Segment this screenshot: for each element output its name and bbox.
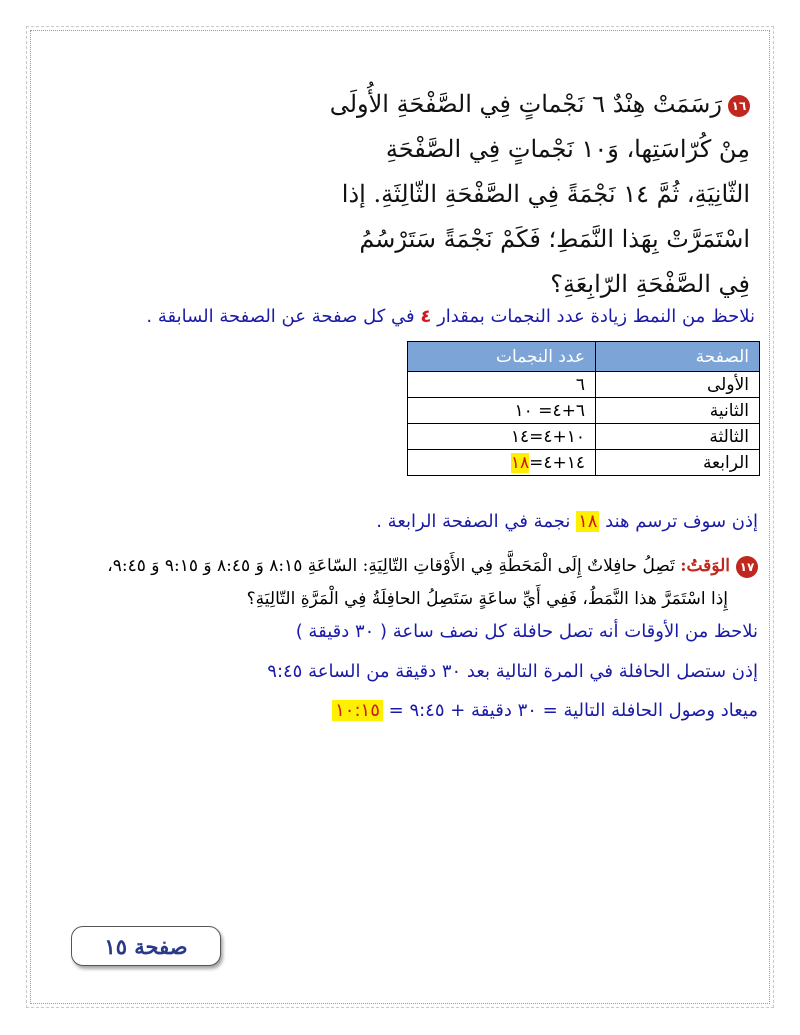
problem-number-badge: ١٧ (736, 556, 758, 578)
table-cell: الرابعة (596, 450, 760, 476)
problem-17-line-2: إِذا اسْتَمَرَّ هذا النَّمَطُ، فَفِي أَيِّ ساعَةٍ سَتَصِلُ الحافِلَةُ فِي الْمَرَّةِ التّالِيَةِ؟ (246, 589, 728, 609)
table-cell: ١٠+٤=١٤ (408, 424, 596, 450)
solution-17-line-2: إذن ستصل الحافلة في المرة التالية بعد ٣٠ دقيقة من الساعة ٩:٤٥ (267, 661, 758, 682)
table-cell: ٦+٤= ١٠ (408, 398, 596, 424)
problem-number-badge: ١٦ (728, 95, 750, 117)
table-cell: ٦ (408, 372, 596, 398)
note-text-after: في كل صفحة عن الصفحة السابقة . (146, 306, 415, 327)
note-text-before: نلاحظ من النمط زيادة عدد النجمات بمقدار (437, 306, 755, 327)
solution-formula: ميعاد وصول الحافلة التالية = ٣٠ دقيقة + ٩:٤٥ = (388, 700, 758, 721)
table-row (408, 372, 760, 398)
solution-answer: ١٠:١٥ (332, 700, 383, 721)
problem-17 (38, 550, 758, 616)
problem-16-text: رَسَمَتْ هِنْدٌ ٦ نَجْماتٍ فِي الصَّفْحَةِ الأُولَى (329, 90, 722, 118)
page-number-badge: صفحة ١٥ (71, 926, 221, 966)
table-cell: الثالثة (596, 424, 760, 450)
last-row-expr: ١٤+٤= (529, 452, 585, 473)
problem-17-label: الوَقتُ: (680, 556, 730, 576)
conclusion-text-after: نجمة في الصفحة الرابعة . (376, 511, 571, 532)
conclusion-value: ١٨ (578, 511, 598, 532)
table-row (408, 450, 760, 476)
stars-table (407, 341, 760, 476)
conclusion-16 (376, 511, 758, 532)
note-increment-value: ٤ (420, 306, 432, 327)
table-row (408, 424, 760, 450)
table-header-row (408, 342, 760, 372)
header-stars: عدد النجمات (408, 342, 596, 372)
problem-16-line-2: مِنْ كُرّاسَتِها، وَ١٠ نَجْماتٍ فِي الصَّفْحَةِ (385, 135, 750, 163)
table-cell: الأولى (596, 372, 760, 398)
header-page: الصفحة (596, 342, 760, 372)
conclusion-text-before: إذن سوف ترسم هند (605, 511, 758, 532)
table-cell (408, 450, 596, 476)
problem-17-line-1 (38, 550, 758, 583)
problem-16 (329, 82, 750, 307)
table-cell: الثانية (596, 398, 760, 424)
note-pattern (146, 306, 755, 327)
last-row-result: ١٨ (510, 452, 530, 473)
solution-17-line-1: نلاحظ من الأوقات أنه تصل حافلة كل نصف ساعة ( ٣٠ دقيقة ) (295, 621, 758, 642)
table-row (408, 398, 760, 424)
problem-17-text: تَصِلُ حافِلاتٌ إِلَى الْمَحَطَّةِ فِي الأَوْقاتِ التّالِيَةِ: السّاعَةِ ٨:١٥ وَ ٨:٤٥ وَ ٩:١٥ وَ ٩:٤٥، (107, 556, 675, 576)
problem-16-line-3: الثّانِيَةِ، ثُمَّ ١٤ نَجْمَةً فِي الصَّفْحَةِ الثّالِثَةِ. إذا (341, 180, 750, 208)
problem-16-line-5: فِي الصَّفْحَةِ الرّابِعَةِ؟ (550, 270, 750, 298)
problem-16-line-4: اسْتَمَرَّتْ بِهَذا النَّمَطِ؛ فَكَمْ نَجْمَةً سَتَرْسُمُ (359, 225, 750, 253)
problem-16-line-1 (329, 82, 750, 127)
solution-17-line-3 (332, 700, 758, 721)
